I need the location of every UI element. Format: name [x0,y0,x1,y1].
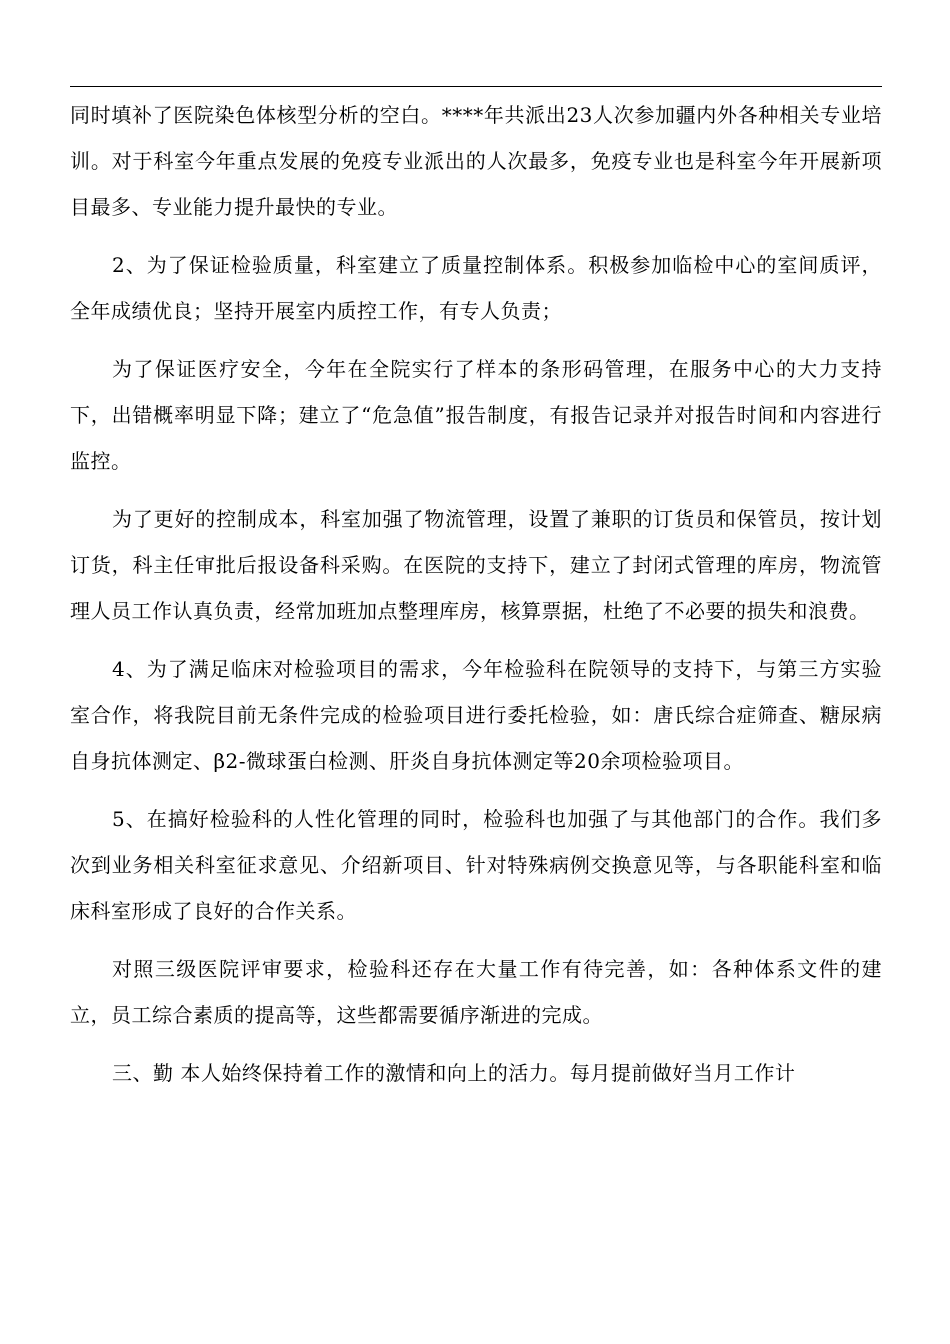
document-body [70,92,882,1108]
paragraph-3: 为了保证医疗安全，今年在全院实行了样本的条形码管理，在服务中心的大力支持下，出错概率明显下降；建立了“危急值”报告制度，有报告记录并对报告时间和内容进行监控。 [70,357,882,473]
paragraph-8: 三、勤 本人始终保持着工作的激情和向上的活力。每月提前做好当月工作计 [112,1061,796,1085]
header-rule [70,86,882,87]
paragraph-2: 2、为了保证检验质量，科室建立了质量控制体系。积极参加临检中心的室间质评，全年成绩优良；坚持开展室内质控工作，有专人负责； [70,253,882,323]
paragraph-5: 4、为了满足临床对检验项目的需求，今年检验科在院领导的支持下，与第三方实验室合作，将我院目前无条件完成的检验项目进行委托检验，如：唐氏综合症筛查、糖尿病自身抗体测定、β2-微球蛋白检测、肝炎自身抗体测定等20余项检验项目。 [70,657,882,773]
paragraph-7: 对照三级医院评审要求，检验科还存在大量工作有待完善，如：各种体系文件的建立，员工综合素质的提高等，这些都需要循序渐进的完成。 [70,957,882,1027]
paragraph-4: 为了更好的控制成本，科室加强了物流管理，设置了兼职的订货员和保管员，按计划订货，科主任审批后报设备科采购。在医院的支持下，建立了封闭式管理的库房，物流管理人员工作认真负责，经常加班加点整理库房，核算票据，杜绝了不必要的损失和浪费。 [70,507,882,623]
paragraph-6: 5、在搞好检验科的人性化管理的同时，检验科也加强了与其他部门的合作。我们多次到业务相关科室征求意见、介绍新项目、针对特殊病例交换意见等，与各职能科室和临床科室形成了良好的合作关系。 [70,807,882,923]
paragraph-1: 同时填补了医院染色体核型分析的空白。****年共派出23人次参加疆内外各种相关专业培训。对于科室今年重点发展的免疫专业派出的人次最多，免疫专业也是科室今年开展新项目最多、专业能力提升最快的专业。 [70,103,882,219]
